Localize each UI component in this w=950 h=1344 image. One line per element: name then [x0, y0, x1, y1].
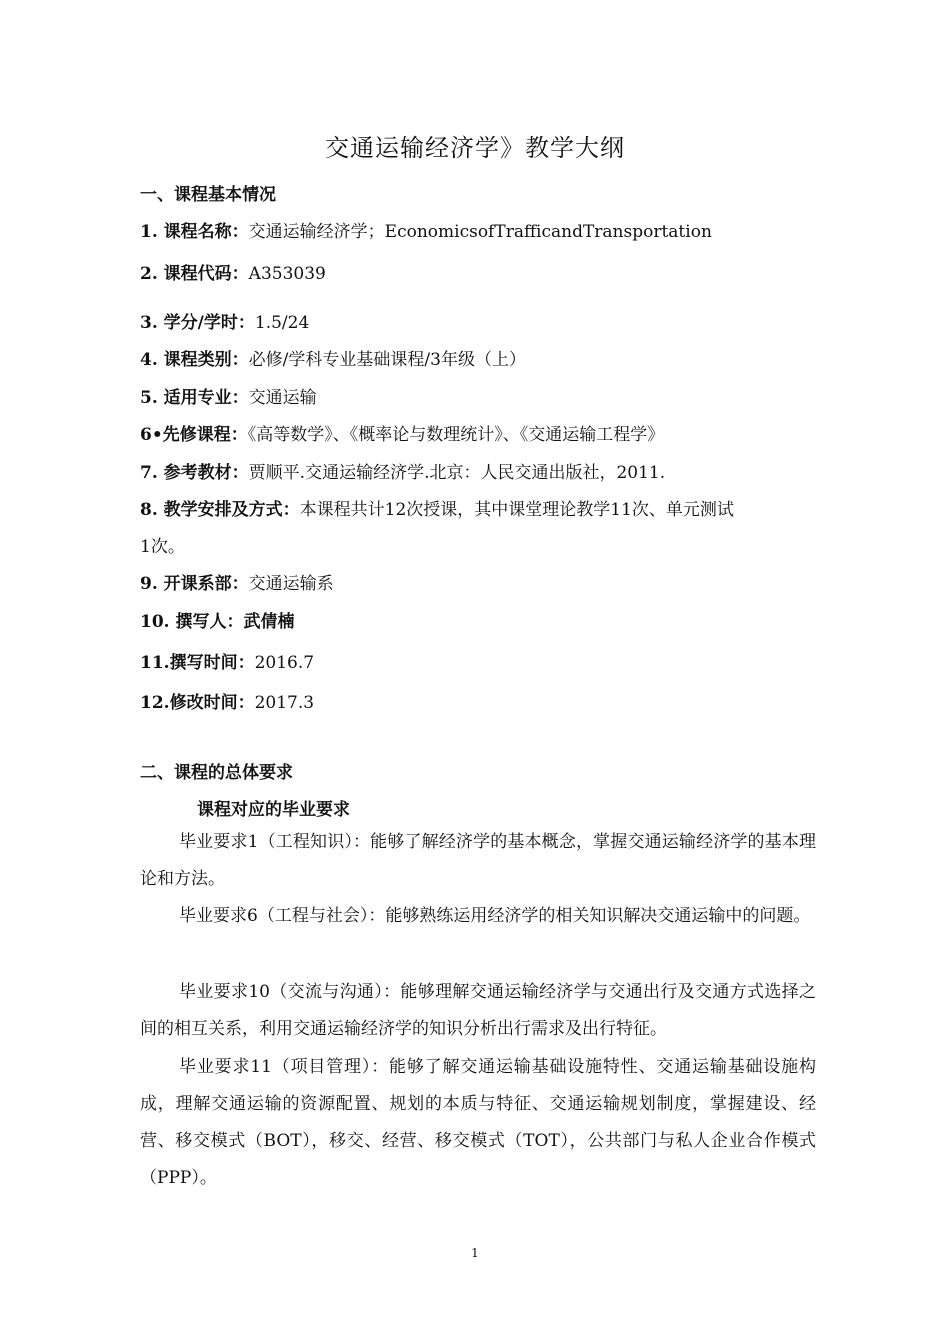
course-name-label: 1. 课程名称：: [140, 222, 249, 242]
major-value: 交通运输: [248, 388, 317, 408]
course-code-value: A353039: [248, 264, 326, 284]
author-label: 10. 撰写人：: [140, 612, 244, 632]
course-type-value: 必修/学科专业基础课程/3年级（上）: [248, 350, 526, 370]
course-code-label: 2. 课程代码：: [140, 264, 249, 284]
course-name-value: 交通运输经济学；EconomicsofTrafficandTransportation: [248, 222, 712, 242]
teaching-arrangement-label: 8. 教学安排及方式：: [140, 500, 300, 520]
teaching-arrangement-line: [140, 495, 734, 520]
revise-date-line: [140, 688, 314, 713]
requirement-paragraph-11: 毕业要求11（项目管理）：能够了解交通运输基础设施特性、交通运输基础设施构成，理解交通运输的资源配置、规划的本质与特征、交通运输规划制度，掌握建设、经营、移交模式（BOT），移交、经营、移交模式（TOT），公共部门与私人企业合作模式（PPP）。: [140, 1057, 816, 1188]
section2-subheading: 课程对应的毕业要求: [197, 800, 350, 820]
prerequisite-line: [140, 420, 664, 445]
course-type-label: 4. 课程类别：: [140, 350, 249, 370]
textbook-label: 7. 参考教材：: [140, 463, 249, 483]
department-line: [140, 569, 334, 594]
author-value: 武倩楠: [243, 612, 295, 632]
teaching-arrangement-value: 本课程共计12次授课，其中课堂理论教学11次、单元测试: [299, 500, 734, 520]
credit-hours-line: [140, 308, 309, 333]
section2-heading: 二、课程的总体要求: [140, 763, 293, 783]
page-number: 1: [471, 1246, 479, 1260]
write-date-label: 11.撰写时间：: [140, 653, 255, 673]
credit-hours-label: 3. 学分/学时：: [140, 313, 255, 333]
major-line: [140, 383, 317, 408]
requirement-paragraph-10: 毕业要求10（交流与沟通）：能够理解交通运输经济学与交通出行及交通方式选择之间的相互关系，利用交通运输经济学的知识分析出行需求及出行特征。: [140, 982, 816, 1039]
requirement-paragraph-1: 毕业要求1（工程知识）：能够了解经济学的基本概念，掌握交通运输经济学的基本理论和方法。: [140, 832, 816, 889]
write-date-line: [140, 648, 314, 673]
document-title: 交通运输经济学》教学大纲: [325, 134, 625, 162]
textbook-line: [140, 458, 665, 483]
course-type-line: [140, 345, 526, 370]
prerequisite-value: 《高等数学》、《概率论与数理统计》、《交通运输工程学》: [247, 425, 665, 445]
write-date-value: 2016.7: [254, 653, 315, 673]
requirement-paragraph-6: 毕业要求6（工程与社会）：能够熟练运用经济学的相关知识解决交通运输中的问题。: [179, 906, 811, 926]
section1-heading: 一、课程基本情况: [140, 185, 276, 205]
department-label: 9. 开课系部：: [140, 574, 249, 594]
course-code-line: [140, 259, 326, 284]
revise-date-value: 2017.3: [254, 693, 315, 713]
textbook-value: 贾顺平.交通运输经济学.北京：人民交通出版社，2011.: [248, 463, 666, 483]
teaching-arrangement-continuation: 1次。: [140, 537, 185, 557]
prerequisite-label: 6•先修课程：: [140, 425, 248, 445]
major-label: 5. 适用专业：: [140, 388, 249, 408]
revise-date-label: 12.修改时间：: [140, 693, 255, 713]
author-line: [140, 607, 295, 632]
credit-hours-value: 1.5/24: [254, 313, 310, 333]
department-value: 交通运输系: [248, 574, 334, 594]
course-name-line: [140, 217, 712, 242]
